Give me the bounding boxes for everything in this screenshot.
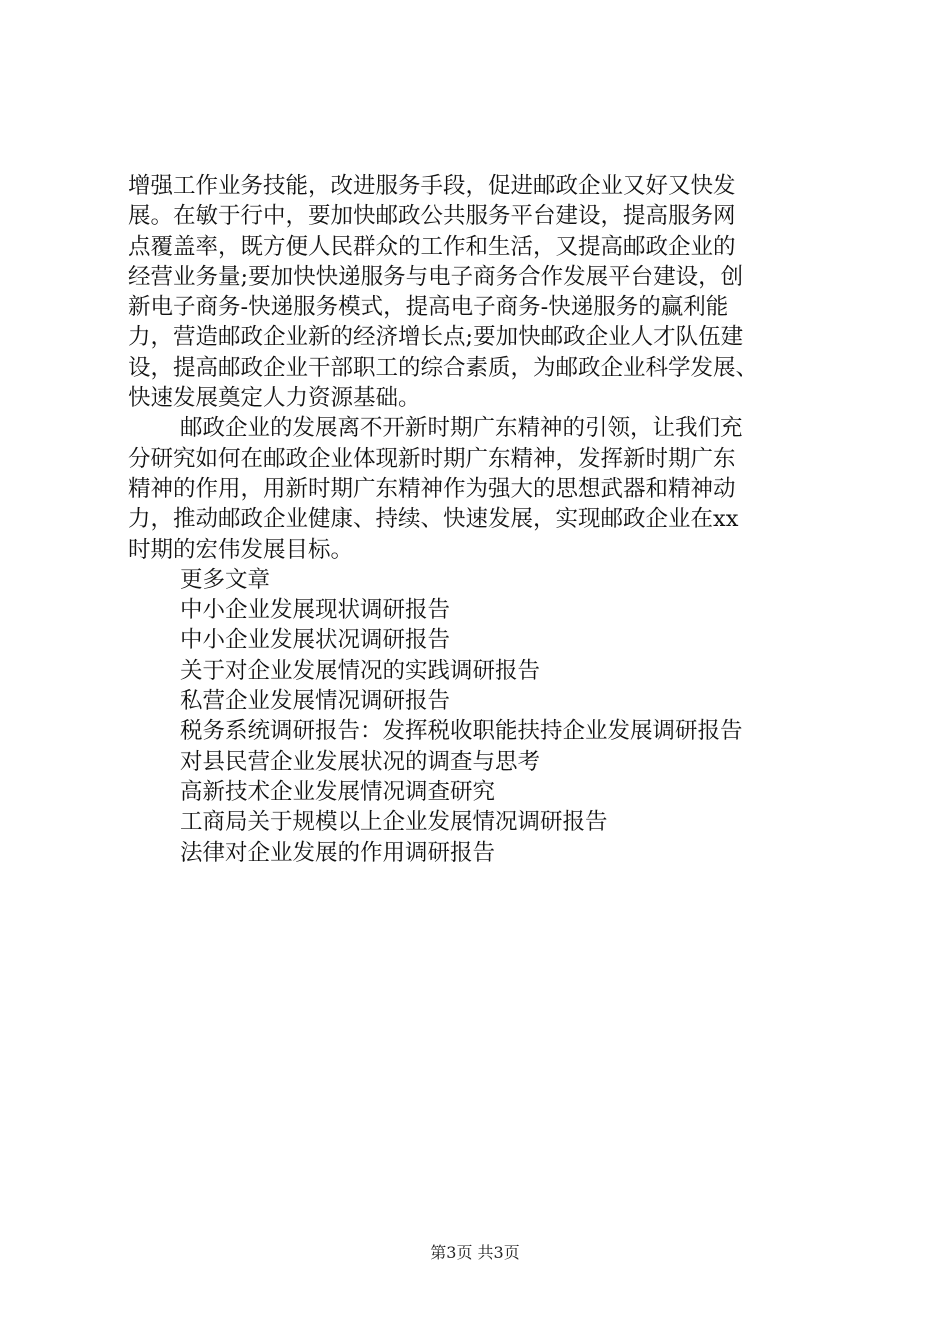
document-body: [128, 171, 828, 868]
paragraph-line: 经营业务量;要加快快递服务与电子商务合作发展平台建设，创: [128, 263, 744, 290]
paragraph-line: 力，推动邮政企业健康、持续、快速发展，实现邮政企业在xx: [128, 506, 739, 533]
paragraph-line: 力，营造邮政企业新的经济增长点;要加快邮政企业人才队伍建: [128, 324, 744, 351]
paragraph-2: [128, 413, 828, 564]
more-articles-heading: 更多文章: [180, 566, 271, 593]
paragraph-line: 时期的宏伟发展目标。: [128, 536, 354, 563]
article-link[interactable]: 法律对企业发展的作用调研报告: [180, 839, 496, 866]
article-link[interactable]: 关于对企业发展情况的实践调研报告: [180, 657, 541, 684]
paragraph-line: 精神的作用，用新时期广东精神作为强大的思想武器和精神动: [128, 475, 736, 502]
paragraph-line: 增强工作业务技能，改进服务手段，促进邮政企业又好又快发: [128, 173, 736, 199]
more-articles-list: [128, 595, 828, 868]
page-number-footer: 第3页 共3页: [430, 1243, 520, 1262]
paragraph-line: 展。在敏于行中，要加快邮政公共服务平台建设，提高服务网: [128, 203, 736, 230]
article-link[interactable]: 对县民营企业发展状况的调查与思考: [180, 748, 541, 775]
article-link[interactable]: 工商局关于规模以上企业发展情况调研报告: [180, 809, 608, 836]
paragraph-line: 快速发展奠定人力资源基础。: [128, 385, 421, 412]
article-link[interactable]: 高新技术企业发展情况调查研究: [180, 778, 496, 805]
article-link[interactable]: 中小企业发展现状调研报告: [180, 597, 451, 624]
paragraph-line: 邮政企业的发展离不开新时期广东精神的引领，让我们充: [180, 415, 743, 442]
paragraph-line: 点覆盖率，既方便人民群众的工作和生活，又提高邮政企业的: [128, 233, 736, 260]
article-link[interactable]: 中小企业发展状况调研报告: [180, 627, 451, 654]
paragraph-1: [128, 171, 828, 413]
paragraph-line: 分研究如何在邮政企业体现新时期广东精神，发挥新时期广东: [128, 445, 736, 472]
article-link[interactable]: 税务系统调研报告：发挥税收职能扶持企业发展调研报告: [180, 718, 743, 745]
article-link[interactable]: 私营企业发展情况调研报告: [180, 688, 451, 715]
paragraph-line: 设，提高邮政企业干部职工的综合素质，为邮政企业科学发展、: [128, 354, 759, 381]
paragraph-line: 新电子商务-快递服务模式，提高电子商务-快递服务的赢利能: [128, 294, 729, 321]
